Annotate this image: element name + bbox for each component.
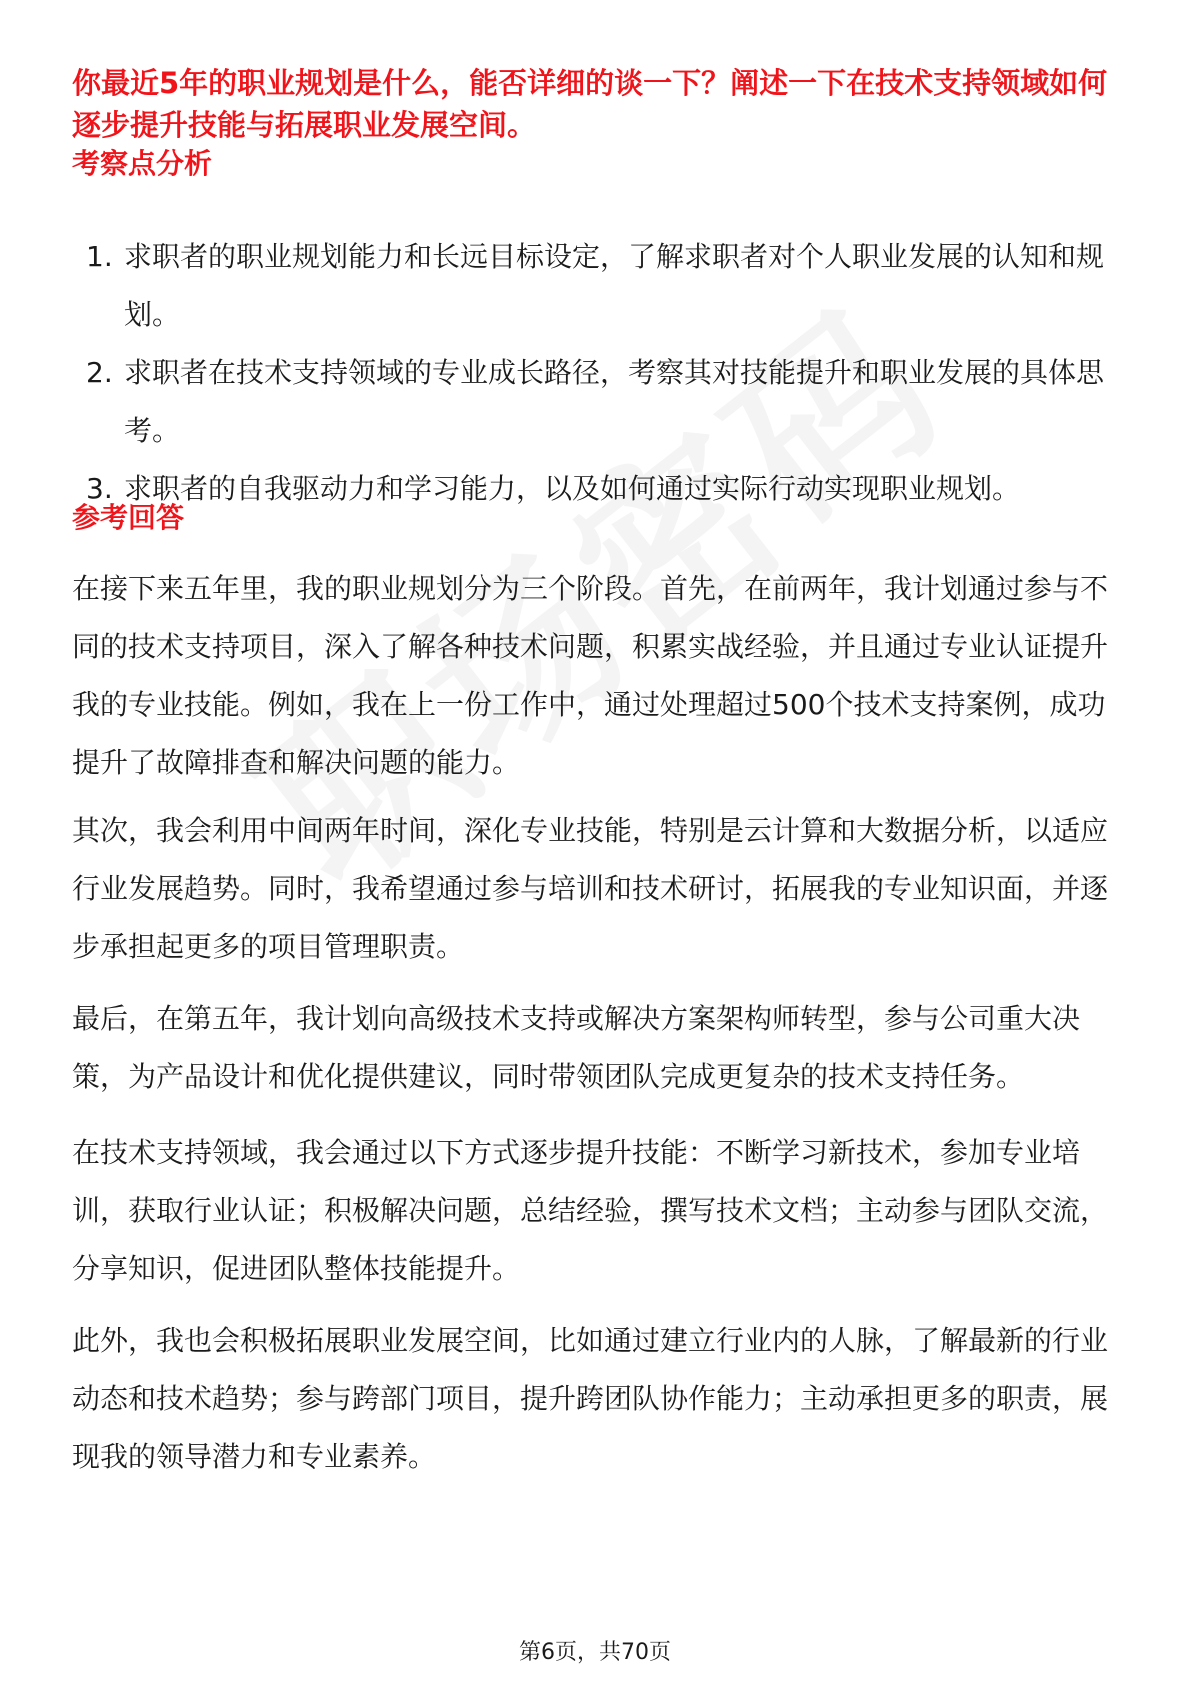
list-item-text: 求职者在技术支持领域的专业成长路径，考察其对技能提升和职业发展的具体思考。: [124, 356, 1105, 447]
analysis-title: 考察点分析: [72, 147, 213, 180]
list-item-text: 求职者的自我驱动力和学习能力，以及如何通过实际行动实现职业规划。: [124, 472, 1021, 505]
answer-paragraph: 在技术支持领域，我会通过以下方式逐步提升技能：不断学习新技术，参加专业培训，获取行业认证；积极解决问题，总结经验，撰写技术文档；主动参与团队交流，分享知识，促进团队整体技能提升。: [72, 1136, 1109, 1285]
list-number: 1.: [86, 240, 113, 273]
list-item: [72, 460, 1118, 518]
answer-paragraph: 最后，在第五年，我计划向高级技术支持或解决方案架构师转型，参与公司重大决策，为产品设计和优化提供建议，同时带领团队完成更复杂的技术支持任务。: [72, 1002, 1081, 1093]
list-number: 3.: [86, 472, 113, 505]
list-number: 2.: [86, 356, 113, 389]
list-item: [72, 228, 1118, 344]
answer-title: 参考回答: [72, 501, 185, 534]
page-footer: 第6页，共70页: [519, 1640, 671, 1665]
analysis-list: [72, 228, 1118, 518]
answer-paragraph: 此外，我也会积极拓展职业发展空间，比如通过建立行业内的人脉，了解最新的行业动态和技术趋势；参与跨部门项目，提升跨团队协作能力；主动承担更多的职责，展现我的领导潜力和专业素养。: [72, 1324, 1109, 1473]
question-heading: 你最近5年的职业规划是什么，能否详细的谈一下？阐述一下在技术支持领域如何逐步提升技能与拓展职业发展空间。: [72, 66, 1108, 142]
answer-paragraph: 其次，我会利用中间两年时间，深化专业技能，特别是云计算和大数据分析，以适应行业发展趋势。同时，我希望通过参与培训和技术研讨，拓展我的专业知识面，并逐步承担起更多的项目管理职责。: [72, 814, 1109, 963]
answer-paragraph: 在接下来五年里，我的职业规划分为三个阶段。首先，在前两年，我计划通过参与不同的技术支持项目，深入了解各种技术问题，积累实战经验，并且通过专业认证提升我的专业技能。例如，我在上一份工作中，通过处理超过500个技术支持案例，成功提升了故障排查和解决问题的能力。: [72, 572, 1109, 779]
list-item-text: 求职者的职业规划能力和长远目标设定，了解求职者对个人职业发展的认知和规划。: [124, 240, 1105, 331]
list-item: [72, 344, 1118, 460]
